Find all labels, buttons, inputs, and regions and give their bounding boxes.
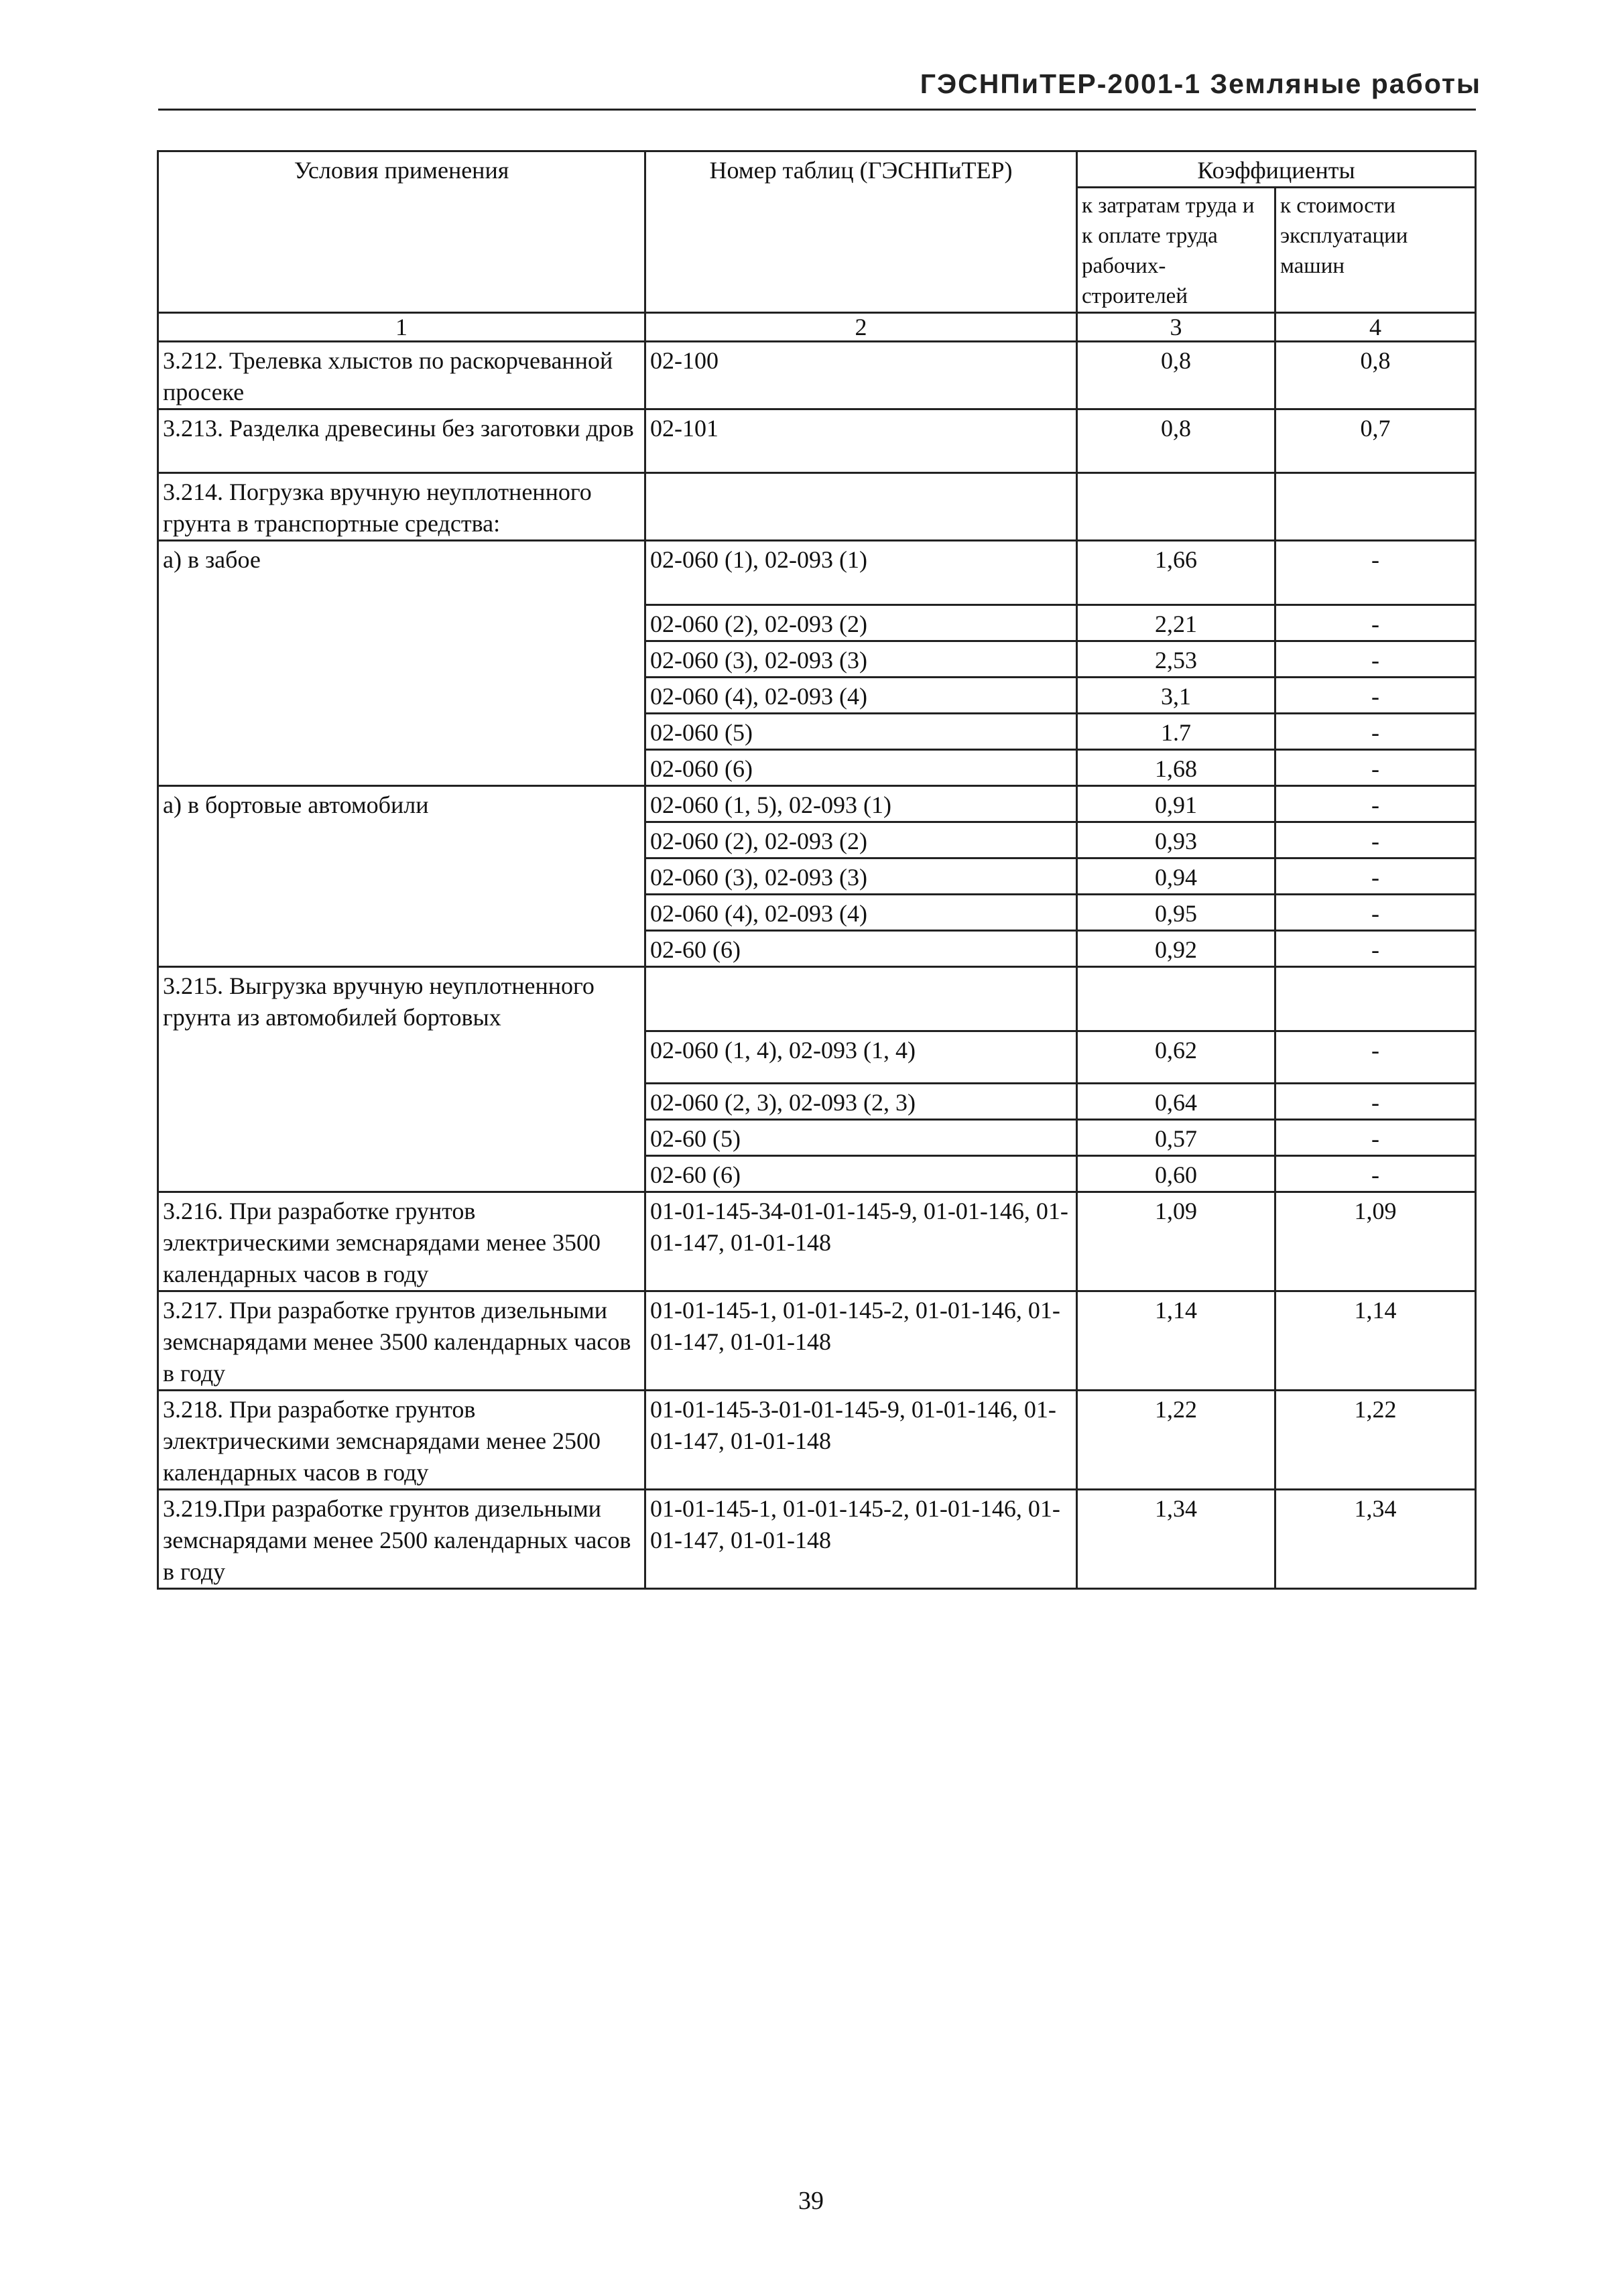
header-table-numbers: Номер таблиц (ГЭСНПиТЕР) — [645, 151, 1077, 313]
machine-coefficient-cell: 1,09 — [1275, 1192, 1476, 1291]
table-numbers-cell — [645, 967, 1077, 1031]
coefficients-table — [157, 150, 1477, 1590]
labor-coefficient-cell: 0,93 — [1077, 822, 1275, 858]
labor-coefficient-cell: 0,8 — [1077, 409, 1275, 473]
table-numbers-cell: 02-060 (2), 02-093 (2) — [645, 822, 1077, 858]
column-number: 3 — [1077, 313, 1275, 342]
table-numbers-cell: 02-060 (4), 02-093 (4) — [645, 895, 1077, 931]
labor-coefficient-cell: 1,22 — [1077, 1391, 1275, 1490]
page-header-title: ГЭСНПиТЕР-2001-1 Земляные работы — [920, 68, 1481, 99]
table-row — [158, 967, 1476, 1031]
table-numbers-cell: 02-060 (5) — [645, 714, 1077, 750]
machine-coefficient-cell: - — [1275, 678, 1476, 714]
table-numbers-cell: 01-01-145-1, 01-01-145-2, 01-01-146, 01-01-147, 01-01-148 — [645, 1490, 1077, 1589]
column-numbers-row — [158, 313, 1476, 342]
condition-cell: 3.215. Выгрузка вручную неуплотненного грунта из автомобилей бортовых — [158, 967, 645, 1192]
machine-coefficient-cell: - — [1275, 1120, 1476, 1156]
condition-cell: а) в забое — [158, 541, 645, 786]
machine-coefficient-cell: - — [1275, 541, 1476, 605]
condition-cell: 3.219.При разработке грунтов дизельными земснарядами менее 2500 календарных часов в году — [158, 1490, 645, 1589]
machine-coefficient-cell — [1275, 967, 1476, 1031]
header-labor-coefficient: к затратам труда и к оплате труда рабочих-строителей — [1077, 188, 1275, 313]
labor-coefficient-cell: 0,60 — [1077, 1156, 1275, 1192]
table-body — [158, 342, 1476, 1589]
table-row — [158, 786, 1476, 822]
table-numbers-cell: 02-060 (4), 02-093 (4) — [645, 678, 1077, 714]
table-numbers-cell: 02-60 (6) — [645, 1156, 1077, 1192]
labor-coefficient-cell: 1,66 — [1077, 541, 1275, 605]
table-numbers-cell: 01-01-145-3-01-01-145-9, 01-01-146, 01-01-147, 01-01-148 — [645, 1391, 1077, 1490]
table-numbers-cell: 01-01-145-1, 01-01-145-2, 01-01-146, 01-01-147, 01-01-148 — [645, 1291, 1077, 1391]
labor-coefficient-cell: 0,92 — [1077, 931, 1275, 967]
column-number: 4 — [1275, 313, 1476, 342]
machine-coefficient-cell: - — [1275, 750, 1476, 786]
machine-coefficient-cell: - — [1275, 1156, 1476, 1192]
table-numbers-cell: 02-060 (2), 02-093 (2) — [645, 605, 1077, 641]
labor-coefficient-cell: 0,64 — [1077, 1084, 1275, 1120]
machine-coefficient-cell: 1,22 — [1275, 1391, 1476, 1490]
machine-coefficient-cell: - — [1275, 1031, 1476, 1084]
machine-coefficient-cell: 1,34 — [1275, 1490, 1476, 1589]
header-machine-coefficient: к стоимости эксплуатации машин — [1275, 188, 1476, 313]
condition-cell: 3.213. Разделка древесины без заготовки дров — [158, 409, 645, 473]
machine-coefficient-cell: - — [1275, 605, 1476, 641]
table-numbers-cell: 02-60 (5) — [645, 1120, 1077, 1156]
table-row — [158, 1490, 1476, 1589]
table-numbers-cell: 02-100 — [645, 342, 1077, 409]
machine-coefficient-cell: - — [1275, 895, 1476, 931]
table-numbers-cell: 02-60 (6) — [645, 931, 1077, 967]
condition-cell: 3.217. При разработке грунтов дизельными земснарядами менее 3500 календарных часов в году — [158, 1291, 645, 1391]
machine-coefficient-cell: - — [1275, 641, 1476, 678]
table-row — [158, 342, 1476, 409]
table-numbers-cell — [645, 473, 1077, 541]
table-numbers-cell: 02-060 (2, 3), 02-093 (2, 3) — [645, 1084, 1077, 1120]
labor-coefficient-cell: 0,57 — [1077, 1120, 1275, 1156]
labor-coefficient-cell: 0,62 — [1077, 1031, 1275, 1084]
table-row — [158, 1192, 1476, 1291]
table-row — [158, 541, 1476, 605]
header-conditions: Условия применения — [158, 151, 645, 313]
column-number: 2 — [645, 313, 1077, 342]
labor-coefficient-cell — [1077, 967, 1275, 1031]
table-row — [158, 1391, 1476, 1490]
table-row — [158, 409, 1476, 473]
table-row — [158, 1291, 1476, 1391]
labor-coefficient-cell: 0,95 — [1077, 895, 1275, 931]
page-number: 39 — [798, 2187, 824, 2215]
machine-coefficient-cell: - — [1275, 858, 1476, 895]
labor-coefficient-cell: 0,8 — [1077, 342, 1275, 409]
table-numbers-cell: 02-060 (3), 02-093 (3) — [645, 858, 1077, 895]
machine-coefficient-cell: 0,8 — [1275, 342, 1476, 409]
table-numbers-cell: 02-060 (1), 02-093 (1) — [645, 541, 1077, 605]
labor-coefficient-cell: 0,91 — [1077, 786, 1275, 822]
machine-coefficient-cell: - — [1275, 714, 1476, 750]
table-numbers-cell: 01-01-145-34-01-01-145-9, 01-01-146, 01-01-147, 01-01-148 — [645, 1192, 1077, 1291]
labor-coefficient-cell: 0,94 — [1077, 858, 1275, 895]
labor-coefficient-cell: 3,1 — [1077, 678, 1275, 714]
labor-coefficient-cell: 1,14 — [1077, 1291, 1275, 1391]
table-numbers-cell: 02-060 (3), 02-093 (3) — [645, 641, 1077, 678]
condition-cell: а) в бортовые автомобили — [158, 786, 645, 967]
condition-cell: 3.218. При разработке грунтов электрическими земснарядами менее 2500 календарных часов в году — [158, 1391, 645, 1490]
table-numbers-cell: 02-060 (1, 5), 02-093 (1) — [645, 786, 1077, 822]
labor-coefficient-cell: 1.7 — [1077, 714, 1275, 750]
header-rule — [158, 109, 1476, 111]
table-numbers-cell: 02-101 — [645, 409, 1077, 473]
machine-coefficient-cell: 0,7 — [1275, 409, 1476, 473]
table-row — [158, 473, 1476, 541]
machine-coefficient-cell: - — [1275, 1084, 1476, 1120]
labor-coefficient-cell — [1077, 473, 1275, 541]
machine-coefficient-cell: - — [1275, 786, 1476, 822]
table-numbers-cell: 02-060 (6) — [645, 750, 1077, 786]
machine-coefficient-cell — [1275, 473, 1476, 541]
machine-coefficient-cell: 1,14 — [1275, 1291, 1476, 1391]
table-numbers-cell: 02-060 (1, 4), 02-093 (1, 4) — [645, 1031, 1077, 1084]
labor-coefficient-cell: 1,34 — [1077, 1490, 1275, 1589]
labor-coefficient-cell: 2,21 — [1077, 605, 1275, 641]
labor-coefficient-cell: 1,68 — [1077, 750, 1275, 786]
labor-coefficient-cell: 1,09 — [1077, 1192, 1275, 1291]
labor-coefficient-cell: 2,53 — [1077, 641, 1275, 678]
condition-cell: 3.212. Трелевка хлыстов по раскорчеванной просеке — [158, 342, 645, 409]
machine-coefficient-cell: - — [1275, 822, 1476, 858]
condition-cell: 3.214. Погрузка вручную неуплотненного грунта в транспортные средства: — [158, 473, 645, 541]
table-header-row — [158, 151, 1476, 188]
condition-cell: 3.216. При разработке грунтов электрическими земснарядами менее 3500 календарных часов в году — [158, 1192, 645, 1291]
machine-coefficient-cell: - — [1275, 931, 1476, 967]
header-coefficients: Коэффициенты — [1077, 151, 1476, 188]
column-number: 1 — [158, 313, 645, 342]
